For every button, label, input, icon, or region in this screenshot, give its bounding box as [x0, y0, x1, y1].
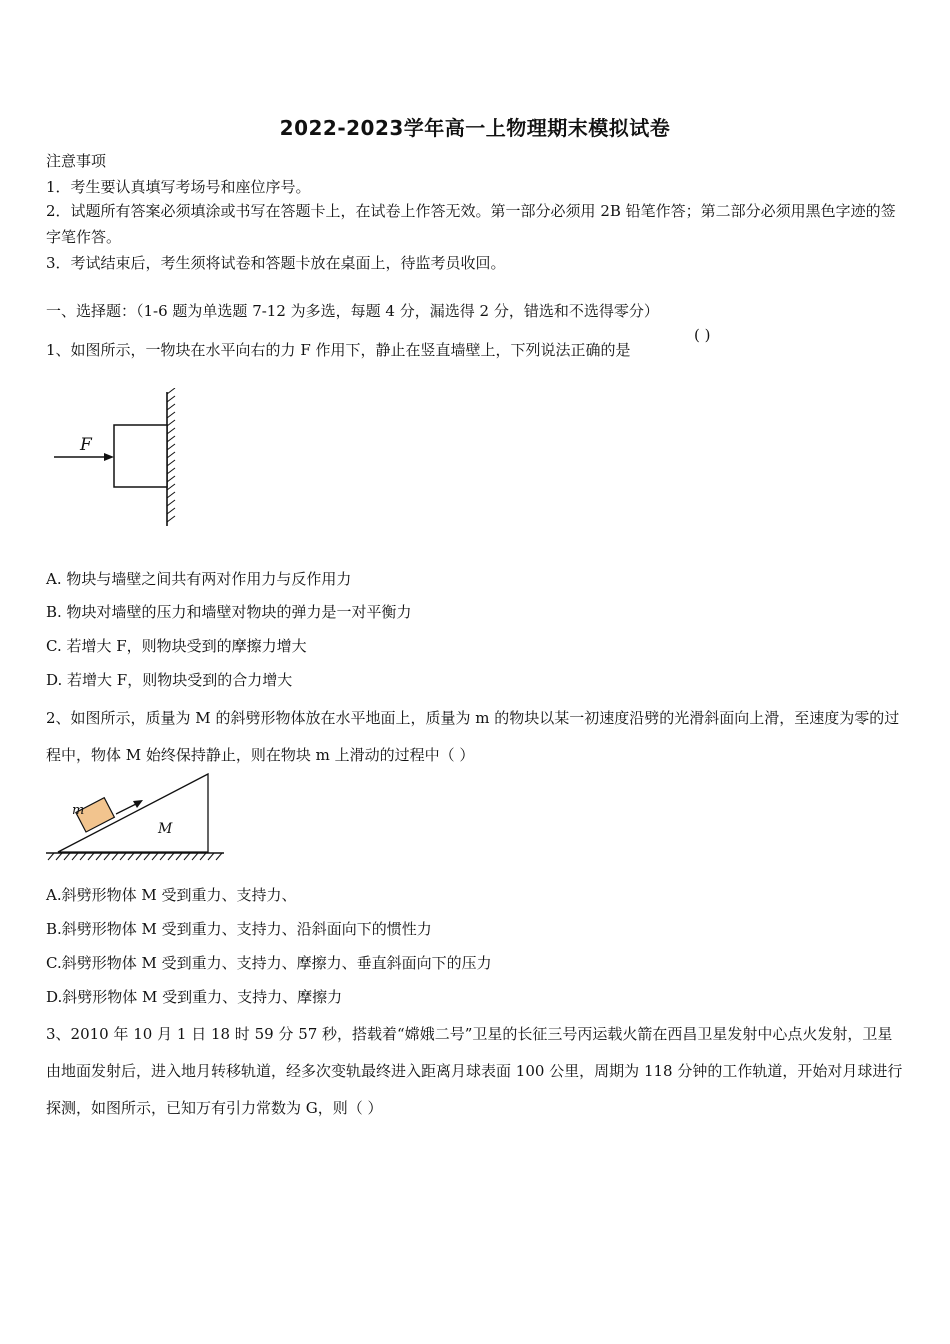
q2-stem: 2、如图所示，质量为 M 的斜劈形物体放在水平地面上，质量为 m 的物块以某一初速度沿劈的光滑斜面向上滑，至速度为零的过程中，物体 M 始终保持静止，则在物块 m 上滑动的过程中（ ）	[46, 709, 900, 764]
q1-option-d: D. 若增大 F，则物块受到的合力增大	[46, 671, 293, 689]
force-label: F	[80, 435, 92, 455]
q2-option-b: B.斜劈形物体 M 受到重力、支持力、沿斜面向下的惯性力	[46, 920, 432, 938]
velocity-arrow-head	[133, 800, 143, 808]
q1-stem: 1、如图所示，一物块在水平向右的力 F 作用下，静止在竖直墙壁上，下列说法正确的是	[46, 341, 631, 359]
q2-option-a: A.斜劈形物体 M 受到重力、支持力、	[46, 886, 297, 904]
page-title: 2022-2023学年高一上物理期末模拟试卷	[279, 116, 671, 140]
q2-figure-incline	[44, 770, 226, 862]
q1-option-a: A. 物块与墙壁之间共有两对作用力与反作用力	[46, 570, 352, 588]
notice-item-2: 2．试题所有答案必须填涂或书写在答题卡上，在试卷上作答无效。第一部分必须用 2B 铅笔作答；第二部分必须用黑色字迹的签字笔作答。	[46, 202, 896, 246]
section-heading: 一、选择题：（1-6 题为单选题 7-12 为多选，每题 4 分，漏选得 2 分，错选和不选得零分）	[46, 302, 659, 320]
wall-hatching	[167, 388, 175, 522]
q1-figure-block-on-wall	[50, 388, 190, 530]
label-M: M	[158, 821, 173, 837]
q3-stem: 3、2010 年 10 月 1 日 18 时 59 分 57 秒，搭载着“嫦娥二号”卫星的长征三号丙运载火箭在西昌卫星发射中心点火发射，卫星由地面发射后，进入地月转移轨道，经多次变轨最终进入距离月球表面 100 公里，周期为 118 分钟的工作轨道，开始对月球进行探测，如图所示，已知万有引力常数为 G，则（ ）	[46, 1025, 903, 1117]
q2-option-d: D.斜劈形物体 M 受到重力、支持力、摩擦力	[46, 988, 343, 1006]
q1-option-c: C. 若增大 F，则物块受到的摩擦力增大	[46, 637, 307, 655]
notice-item-3: 3．考试结束后，考生须将试卷和答题卡放在桌面上，待监考员收回。	[46, 254, 506, 272]
q1-option-b: B. 物块对墙壁的压力和墙壁对物块的弹力是一对平衡力	[46, 603, 412, 621]
notice-heading: 注意事项	[46, 152, 107, 170]
block-rect	[114, 425, 167, 487]
label-m: m	[72, 803, 85, 818]
q2-option-c: C.斜劈形物体 M 受到重力、支持力、摩擦力、垂直斜面向下的压力	[46, 954, 492, 972]
q1-answer-paren: ( )	[694, 326, 711, 344]
ground-hatching	[48, 853, 222, 860]
force-arrow-head	[104, 453, 114, 461]
notice-item-1: 1．考生要认真填写考场号和座位序号。	[46, 178, 311, 196]
